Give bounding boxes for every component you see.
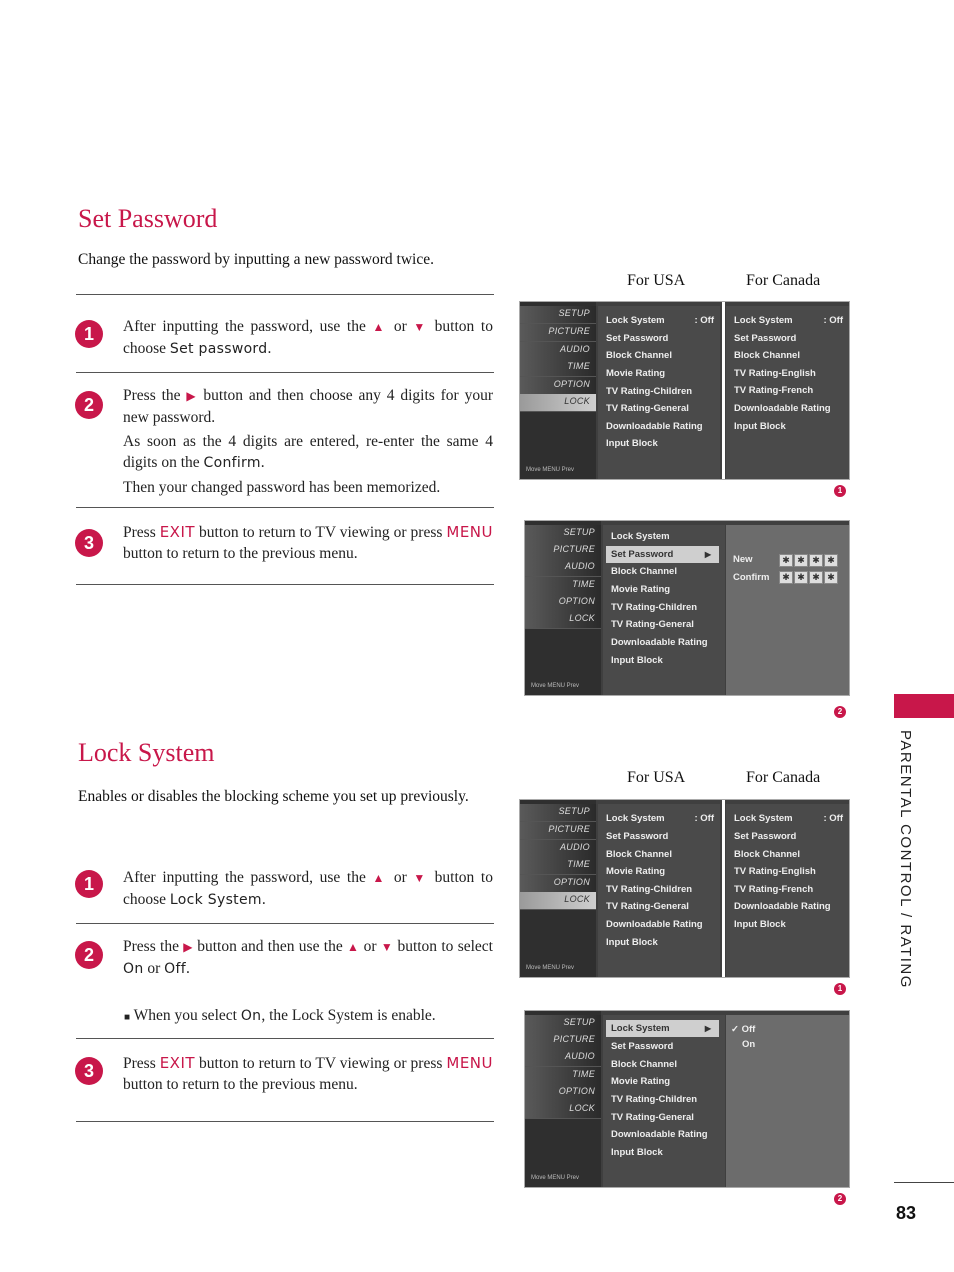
for-usa-heading-2: For USA: [627, 769, 686, 786]
right-arrow-icon: ▶: [704, 1024, 711, 1033]
down-arrow-icon: ▼: [413, 871, 429, 885]
down-arrow-icon: ▼: [413, 320, 429, 334]
set-password-title: Set Password: [78, 204, 218, 233]
lock-system-step-2: Press the ▶ button and then use the ▲ or ▼ button to select On or Off.: [123, 938, 493, 977]
lock-system-note: ■ When you select On, the Lock System is enable.: [124, 1007, 436, 1024]
password-entry-pane: New Confirm ✱ ✱ ✱ ✱ ✱ ✱ ✱ ✱: [726, 525, 849, 695]
down-arrow-icon: ▼: [380, 940, 394, 954]
divider: [76, 372, 494, 373]
set-password-step-1: After inputting the password, use the ▲ or ▼ button to choose Set password.: [123, 318, 493, 357]
for-usa-heading-1: For USA: [627, 272, 686, 289]
exit-key: EXIT: [159, 523, 196, 541]
screen-badge: 2: [834, 1193, 846, 1205]
lock-system-step-1: After inputting the password, use the ▲ or ▼ button to choose Lock System.: [123, 869, 493, 908]
tv-menu-screen: [519, 301, 850, 480]
divider: [76, 294, 494, 295]
right-arrow-icon: ▶: [183, 940, 193, 954]
step-number: 1: [75, 870, 103, 898]
usa-menu-pane: Lock System : Off Set Password Block Channel Movie Rating TV Rating-Children TV Rating-General Downloadable Rating Input Block: [598, 306, 720, 479]
section-tab: [894, 694, 954, 718]
menu-key: MENU: [446, 1054, 493, 1072]
divider: [76, 584, 494, 585]
exit-key: EXIT: [159, 1054, 196, 1072]
tv-password-screen: SETUP PICTURE AUDIO TIME OPTION LOCK Move MENU Prev Lock System Set Password ▶ Block Channel Movie Rating TV Rating-Children TV Rating-General Downloadable Rating Input Block New Confirm ✱ ✱ ✱ ✱ ✱ ✱ ✱ ✱: [524, 520, 850, 696]
screen-badge: 1: [834, 485, 846, 497]
lock-system-step-3: Press EXIT button to return to TV viewing or press MENU button to return to the previous menu.: [123, 1054, 493, 1093]
right-arrow-icon: ▶: [704, 550, 711, 559]
step-number: 2: [75, 941, 103, 969]
step-number: 2: [75, 391, 103, 419]
page-number: 83: [896, 1203, 917, 1223]
step-number: 1: [75, 320, 103, 348]
set-password-intro: Change the password by inputting a new password twice.: [78, 251, 435, 268]
canada-menu-pane: Lock System : Off Set Password Block Channel TV Rating-English TV Rating-French Downloadable Rating Input Block: [726, 306, 849, 479]
up-arrow-icon: ▲: [372, 320, 388, 334]
screen-badge: 2: [834, 706, 846, 718]
for-canada-heading-1: For Canada: [746, 272, 821, 289]
bullet-icon: ■: [124, 1012, 131, 1023]
set-password-step-2: Press the ▶ button and then choose any 4 digits for your new password. As soon as the 4 digits are entered, re-enter the same 4 digits on the Confirm. Then your changed password has been memorized.: [123, 387, 493, 496]
right-arrow-icon: ▶: [186, 389, 198, 403]
for-canada-heading-2: For Canada: [746, 769, 821, 786]
lock-system-title: Lock System: [78, 738, 215, 767]
tv-menu-screen: SETUP PICTURE AUDIO TIME OPTION LOCK Move MENU Prev Lock System : Off Set Password Block Channel Movie Rating TV Rating-Children TV Rating-General Downloadable Rating Input Block Lock System : Off Set Password Block Channel TV Rating-English TV Rating-French Downloadable Rating Input Block: [519, 799, 850, 978]
lock-system-intro: Enables or disables the blocking scheme you set up previously.: [78, 788, 469, 805]
up-arrow-icon: ▲: [347, 940, 360, 954]
set-password-step-3: Press EXIT button to return to TV viewing or press MENU button to return to the previous menu.: [123, 523, 493, 562]
step-number: 3: [75, 1057, 103, 1085]
up-arrow-icon: ▲: [372, 871, 388, 885]
menu-key: MENU: [446, 523, 493, 541]
divider: [76, 1121, 494, 1122]
divider: [76, 1038, 494, 1039]
side-label: PARENTAL CONTROL / RATING: [897, 730, 914, 989]
divider: [76, 923, 494, 924]
tv-left-menu: SETUP PICTURE AUDIO TIME OPTION LOCK Move MENU Prev: [520, 302, 596, 479]
screen-badge: 1: [834, 983, 846, 995]
check-icon: ✓: [731, 1024, 739, 1035]
on-off-pane: ✓ Off On: [726, 1015, 849, 1187]
tv-lock-screen: SETUP PICTURE AUDIO TIME OPTION LOCK Move MENU Prev Lock System ▶ Set Password Block Channel Movie Rating TV Rating-Children TV Rating-General Downloadable Rating Input Block ✓ Off On: [524, 1010, 850, 1188]
step-number: 3: [75, 529, 103, 557]
divider: [76, 507, 494, 508]
